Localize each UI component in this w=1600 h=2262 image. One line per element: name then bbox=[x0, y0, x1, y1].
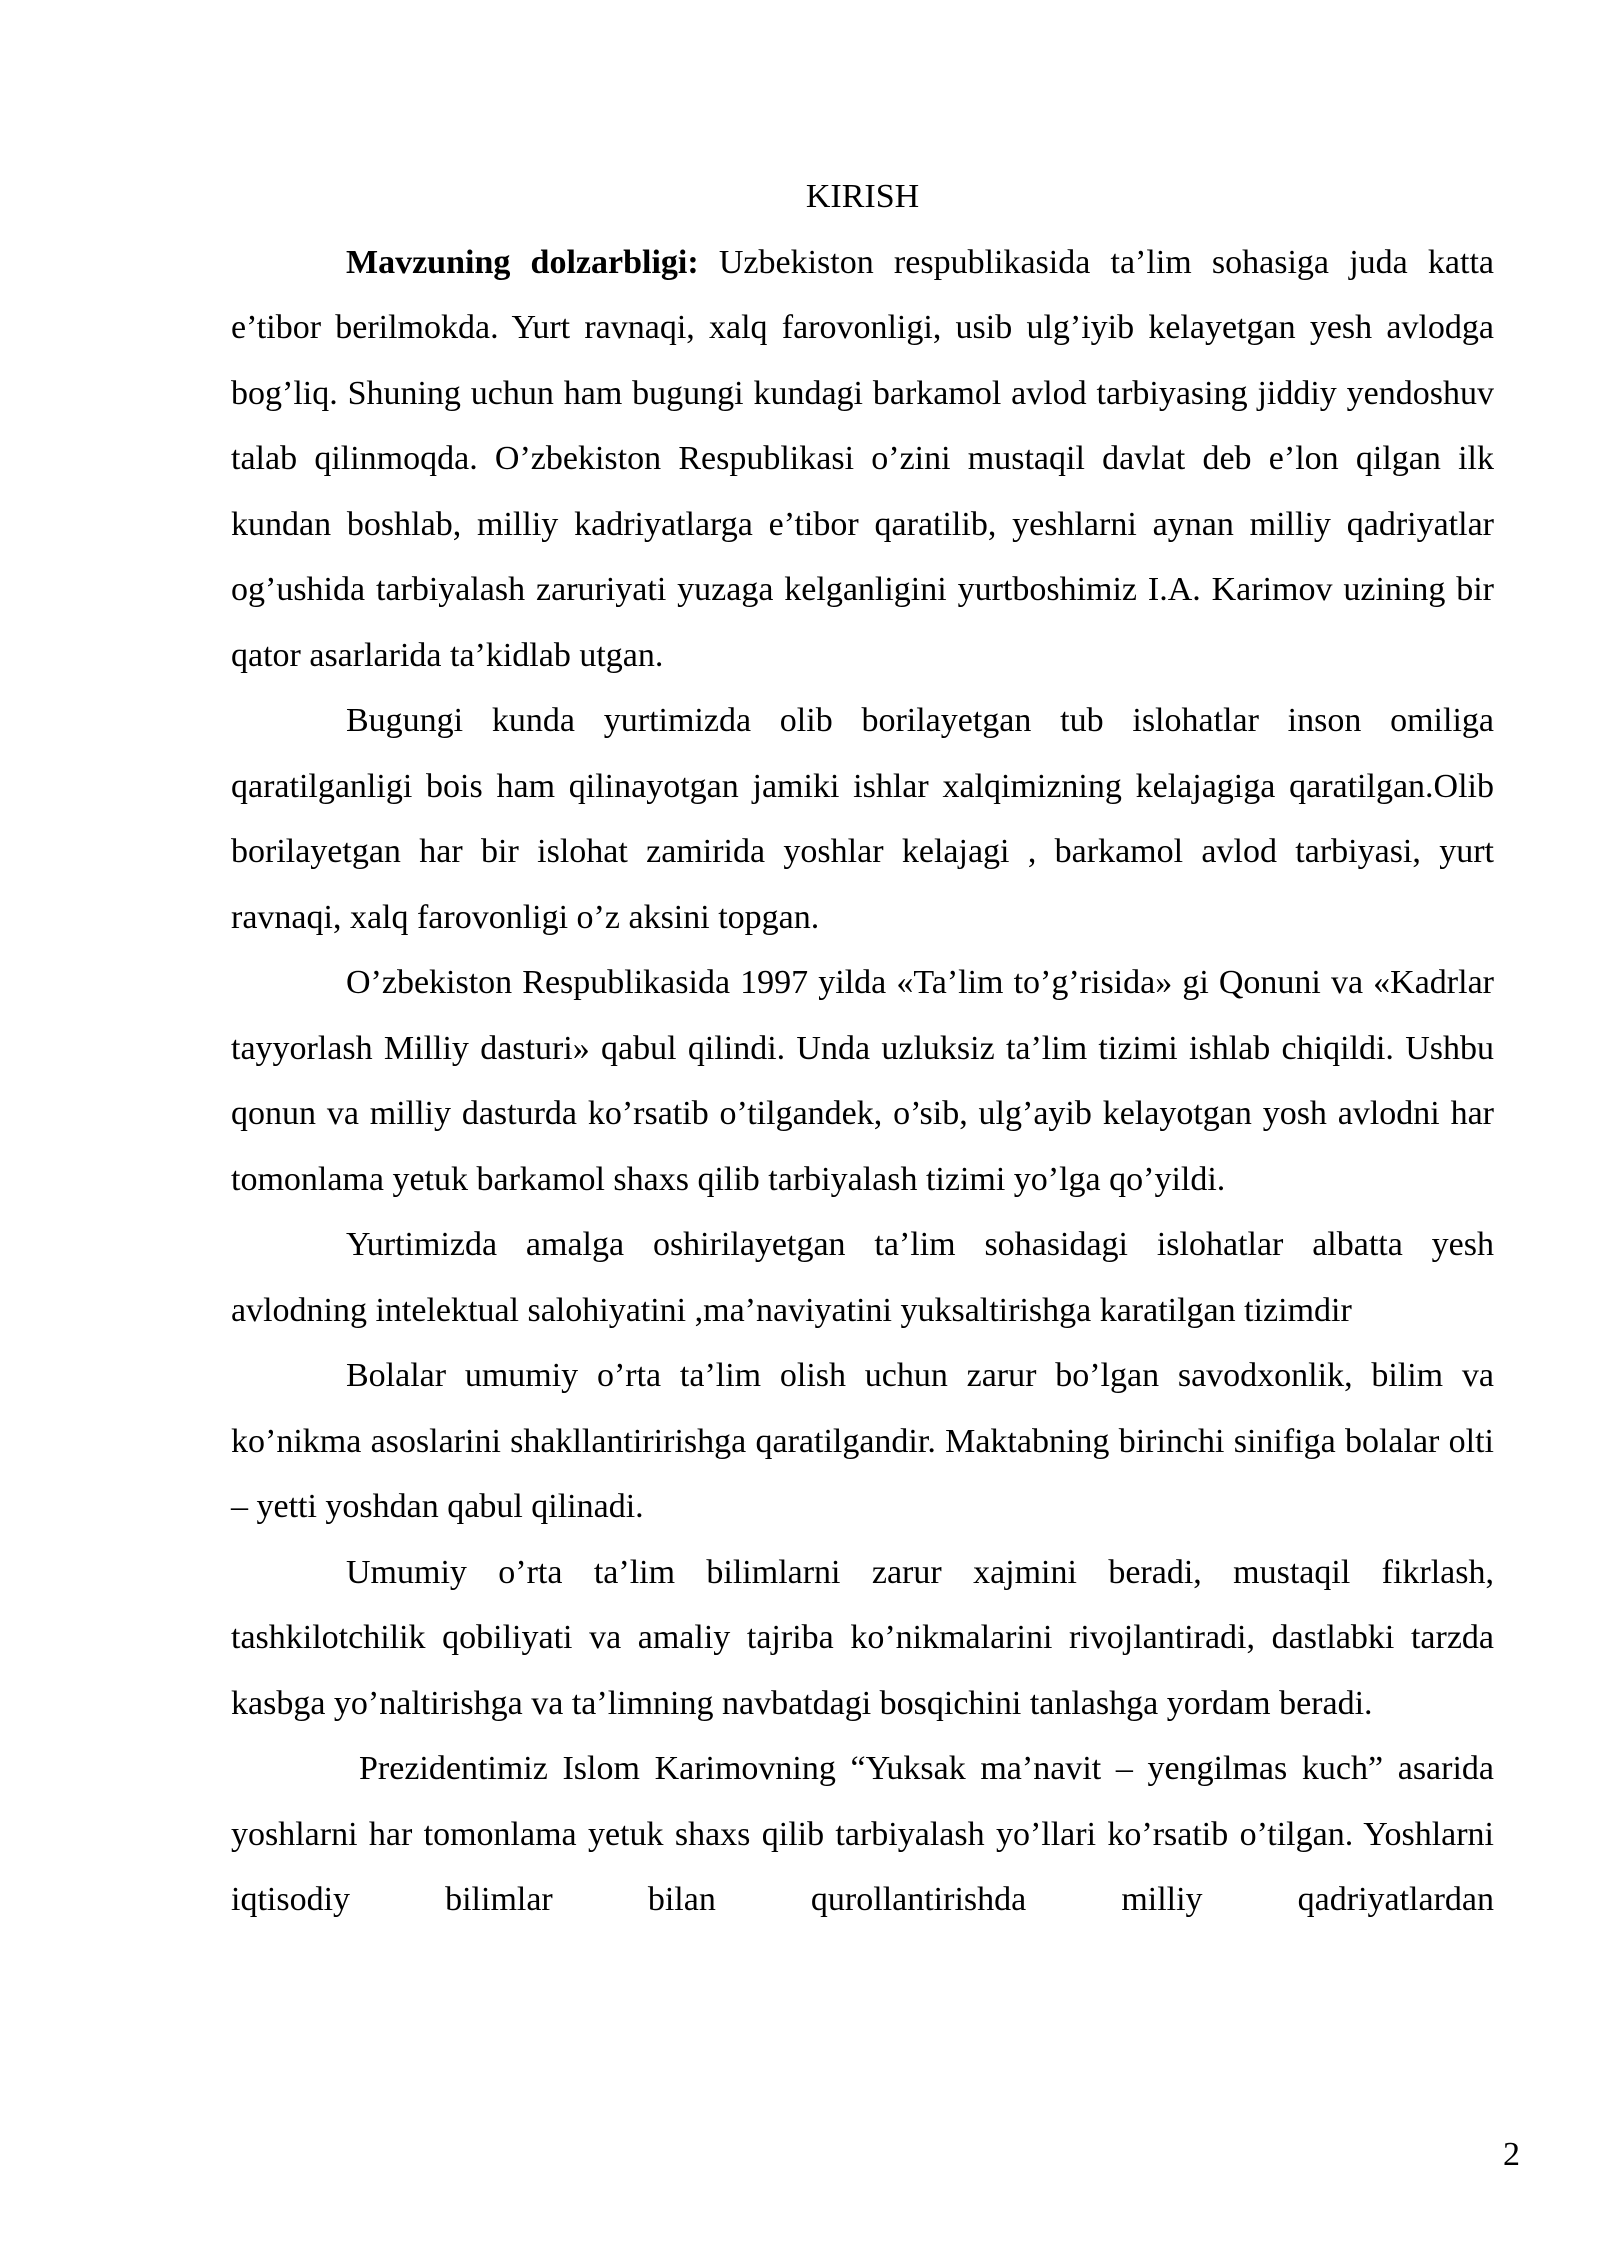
intro-text: Uzbekiston respublikasida ta’lim sohasiga juda katta e’tibor berilmokda. Yurt ravnaqi, xalq farovonligi, usib ulg’iyib kelayetgan yesh avlodga bog’liq. Shuning uchun ham bugungi kundagi barkamol avlod tarbiyasing jiddiy yendoshuv talab qilinmoqda. O’zbekiston Respublikasi o’zini mustaqil davlat deb e’lon qilgan ilk kundan boshlab, milliy kadriyatlarga e’tibor qaratilib, yeshlarni aynan milliy qadriyatlar og’ushida tarbiyalash zaruriyati yuzaga kelganligini yurtboshimiz I.A. Karimov uzining bir qator asarlarida ta’kidlab utgan. bbox=[231, 243, 1495, 674]
body-paragraph-3: Yurtimizda amalga oshirilayetgan ta’lim sohasidagi islohatlar albatta yesh avlodning intelektual salohiyatini ,ma’naviyatini yuksaltirishga karatilgan tizimdir bbox=[231, 1226, 1494, 1329]
document-page bbox=[231, 164, 1494, 1933]
body-paragraph-2: O’zbekiston Respublikasida 1997 yilda «Ta’lim to’g’risida» gi Qonuni va «Kadrlar tayyorlash Milliy dasturi» qabul qilindi. Unda uzluksiz ta’lim tizimi ishlab chiqildi. Ushbu qonun va milliy dasturda ko’rsatib o’tilgandek, o’sib, ulg’ayib kelayotgan yosh avlodni har tomonlama yetuk barkamol shaxs qilib tarbiyalash tizimi yo’lga qo’yildi. bbox=[231, 964, 1494, 1198]
intro-paragraph bbox=[231, 230, 1494, 689]
body-paragraph-1: Bugungi kunda yurtimizda olib borilayetgan tub islohatlar inson omiliga qaratilganligi bois ham qilinayotgan jamiki ishlar xalqimizning kelajagiga qaratilgan.Olib borilayetgan har bir islohat zamirida yoshlar kelajagi , barkamol avlod tarbiyasi, yurt ravnaqi, xalq farovonligi o’z aksini topgan. bbox=[231, 702, 1494, 936]
body-paragraph-6: Prezidentimiz Islom Karimovning “Yuksak ma’navit – yengilmas kuch” asarida yoshlarni har tomonlama yetuk shaxs qilib tarbiyalash yo’llari ko’rsatib o’tilgan. Yoshlarni iqtisodiy bilimlar bilan qurollantirishda milliy qadriyatlardan bbox=[231, 1750, 1494, 1918]
page-number: 2 bbox=[1503, 2136, 1520, 2173]
section-heading: KIRISH bbox=[805, 178, 920, 215]
intro-lead: Mavzuning dolzarbligi: bbox=[346, 243, 699, 281]
body-paragraph-4: Bolalar umumiy o’rta ta’lim olish uchun zarur bo’lgan savodxonlik, bilim va ko’nikma asoslarini shakllantiririshga qaratilgandir. Maktabning birinchi sinifiga bolalar olti – yetti yoshdan qabul qilinadi. bbox=[231, 1357, 1494, 1525]
body-paragraph-5: Umumiy o’rta ta’lim bilimlarni zarur xajmini beradi, mustaqil fikrlash, tashkilotchilik qobiliyati va amaliy tajriba ko’nikmalarini rivojlantiradi, dastlabki tarzda kasbga yo’naltirishga va ta’limning navbatdagi bosqichini tanlashga yordam beradi. bbox=[231, 1553, 1494, 1722]
